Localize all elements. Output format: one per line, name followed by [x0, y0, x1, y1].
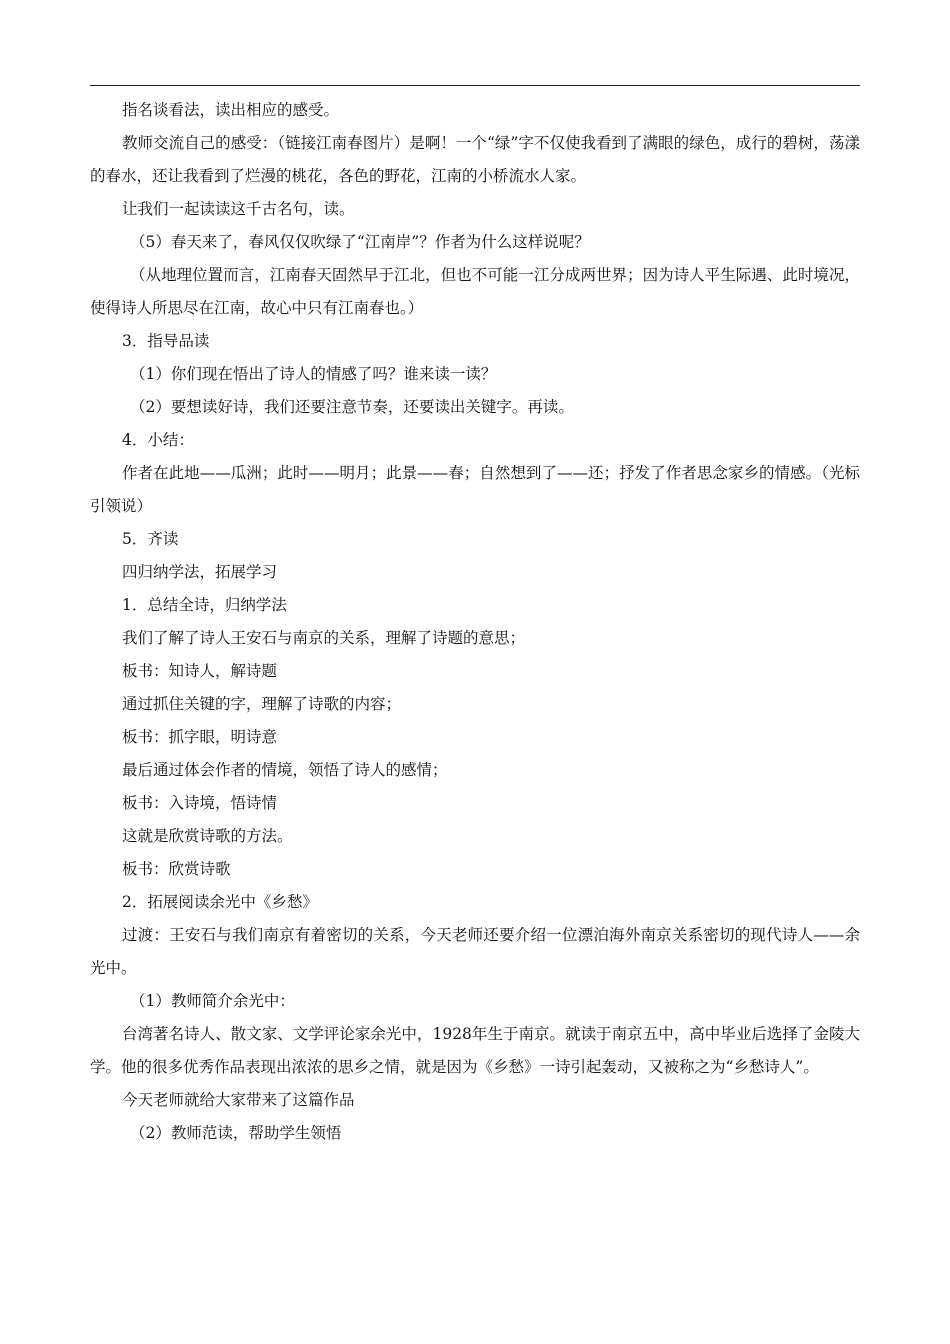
paragraph: 这就是欣赏诗歌的方法。	[122, 827, 293, 845]
document-body	[90, 94, 860, 1150]
paragraph: 最后通过体会作者的情境，领悟了诗人的感情；	[122, 761, 448, 779]
section-heading: 3．指导品读	[122, 332, 210, 350]
paragraph: （5）春天来了，春风仅仅吹绿了“江南岸”？作者为什么这样说呢？	[130, 233, 590, 251]
paragraph: 通过抓住关键的字，理解了诗歌的内容；	[122, 695, 402, 713]
paragraph: （2）要想读好诗，我们还要注意节奏，还要读出关键字。再读。	[130, 398, 574, 416]
paragraph: 教师交流自己的感受：（链接江南春图片）是啊！一个“绿”字不仅使我看到了满眼的绿色，成行的碧树，荡漾的春水，还让我看到了烂漫的桃花，各色的野花，江南的小桥流水人家。	[90, 134, 860, 185]
paragraph: 今天老师就给大家带来了这篇作品	[122, 1091, 355, 1109]
section-heading: 5．齐读	[122, 530, 179, 548]
paragraph: 让我们一起读读这千古名句，读。	[122, 200, 355, 218]
paragraph: 过渡：王安石与我们南京有着密切的关系，今天老师还要介绍一位漂泊海外南京关系密切的现代诗人——余光中。	[90, 926, 860, 977]
section-heading: 四归纳学法，拓展学习	[122, 563, 278, 581]
section-heading: 4．小结：	[122, 431, 194, 449]
board-note: 板书：知诗人，解诗题	[122, 662, 278, 680]
board-note: 板书：欣赏诗歌	[122, 860, 231, 878]
header-rule	[90, 85, 860, 86]
section-heading: 1．总结全诗，归纳学法	[122, 596, 287, 614]
paragraph: 台湾著名诗人、散文家、文学评论家余光中，1928年生于南京。就读于南京五中，高中毕业后选择了金陵大学。他的很多优秀作品表现出浓浓的思乡之情，就是因为《乡愁》一诗引起轰动，又被称之为“乡愁诗人”。	[90, 1025, 860, 1076]
section-heading: 2．拓展阅读余光中《乡愁》	[122, 893, 318, 911]
paragraph: 我们了解了诗人王安石与南京的关系，理解了诗题的意思；	[122, 629, 526, 647]
paragraph: （从地理位置而言，江南春天固然早于江北，但也不可能一江分成两世界；因为诗人平生际遇、此时境况，使得诗人所思尽在江南，故心中只有江南春也。）	[90, 266, 860, 317]
paragraph: （1）你们现在悟出了诗人的情感了吗？谁来读一读？	[130, 365, 497, 383]
paragraph: （1）教师简介余光中：	[130, 992, 295, 1010]
paragraph: 作者在此地——瓜洲；此时——明月；此景——春；自然想到了——还；抒发了作者思念家乡的情感。（光标引领说）	[90, 464, 860, 515]
board-note: 板书：抓字眼，明诗意	[122, 728, 278, 746]
board-note: 板书：入诗境，悟诗情	[122, 794, 278, 812]
paragraph: （2）教师范读，帮助学生领悟	[130, 1124, 342, 1142]
paragraph: 指名谈看法，读出相应的感受。	[122, 101, 340, 119]
